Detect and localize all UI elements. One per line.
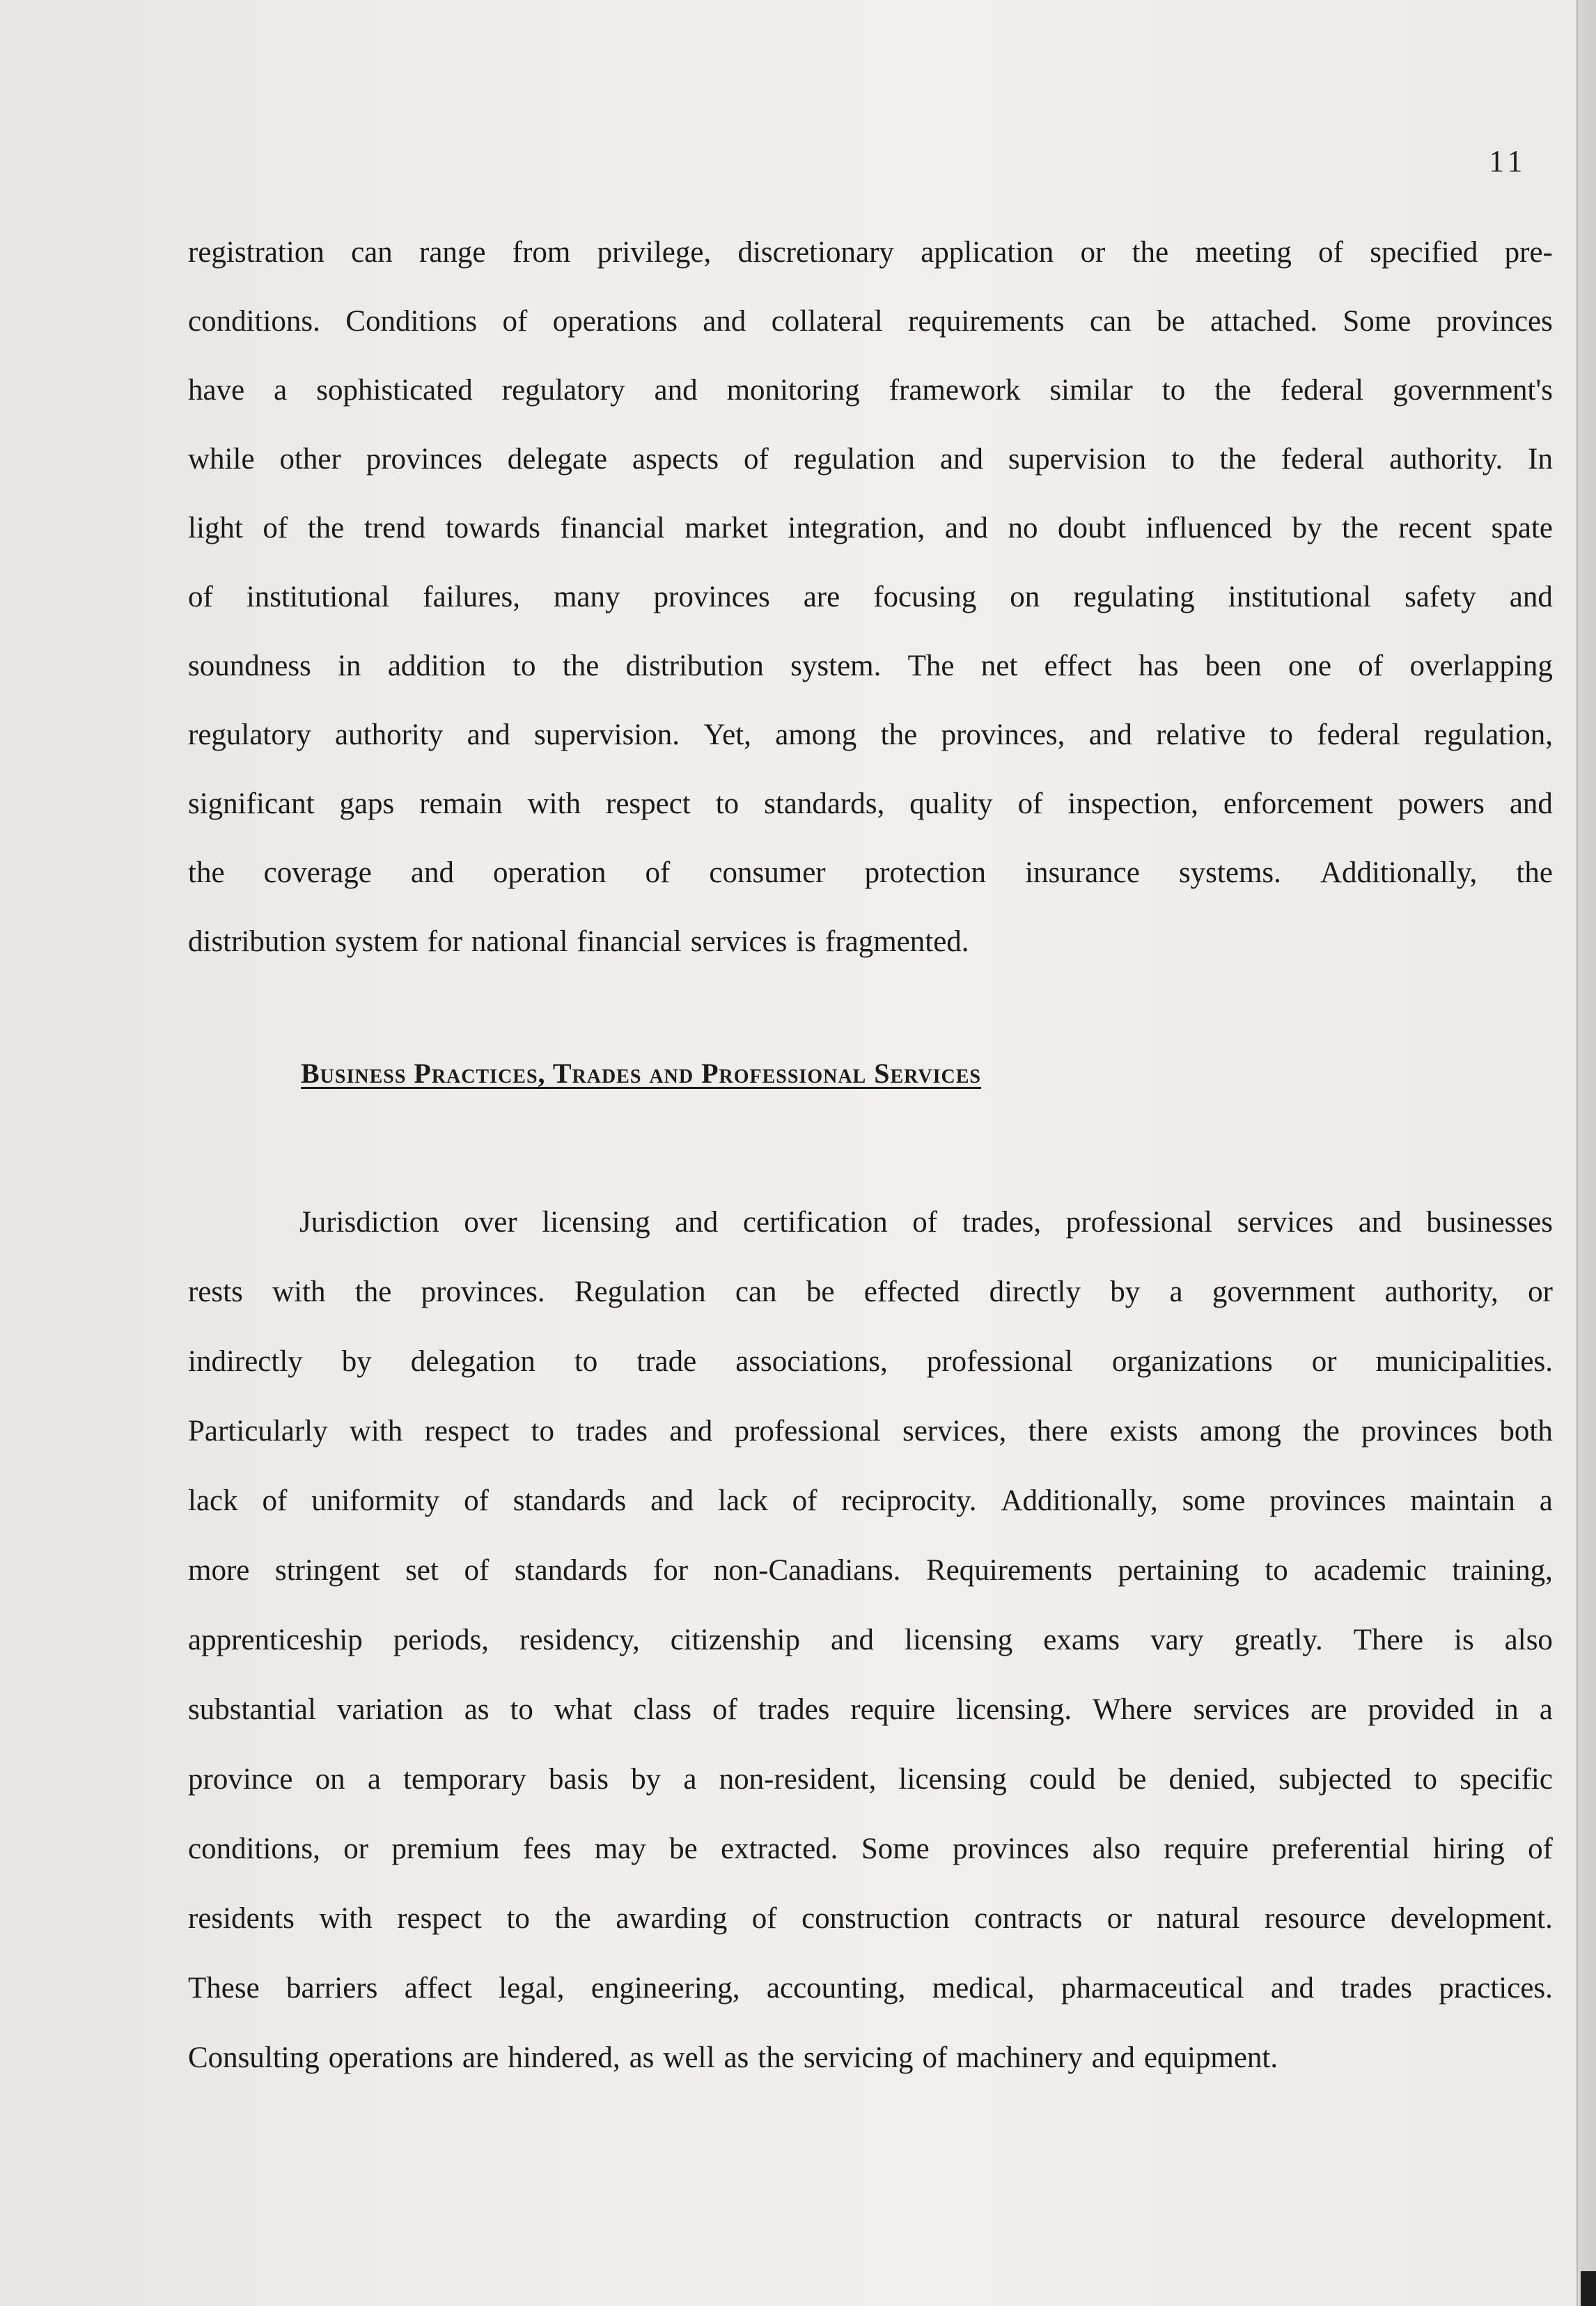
text-line: lack of uniformity of standards and lack of reciprocity. Additionally, some provinces maintain a: [188, 1484, 1553, 1517]
text-line: have a sophisticated regulatory and monitoring framework similar to the federal government's: [188, 374, 1553, 407]
text-line: light of the trend towards financial market integration, and no doubt influenced by the recent spate: [188, 512, 1553, 544]
text-line: Consulting operations are hindered, as well as the servicing of machinery and equipment.: [188, 2041, 1278, 2074]
text-line: distribution system for national financial services is fragmented.: [188, 925, 969, 958]
text-line: province on a temporary basis by a non-resident, licensing could be denied, subjected to specific: [188, 1763, 1553, 1796]
text-line: Particularly with respect to trades and professional services, there exists among the provinces both: [188, 1415, 1553, 1448]
text-line: of institutional failures, many provinces are focusing on regulating institutional safety and: [188, 581, 1553, 613]
section-heading: Business Practices, Trades and Professional Services: [301, 1058, 981, 1089]
text-line: regulatory authority and supervision. Yet, among the provinces, and relative to federal regulation,: [188, 719, 1553, 751]
page-edge: [1577, 0, 1596, 2306]
text-line: the coverage and operation of consumer protection insurance systems. Additionally, the: [188, 856, 1553, 889]
text-line: These barriers affect legal, engineering, accounting, medical, pharmaceutical and trades practices.: [188, 1972, 1553, 2005]
scan-corner-mark: [1581, 2271, 1596, 2306]
page-number: 11: [1489, 144, 1527, 178]
text-line: more stringent set of standards for non-Canadians. Requirements pertaining to academic training,: [188, 1554, 1553, 1587]
text-line: registration can range from privilege, discretionary application or the meeting of specified pre-: [188, 236, 1553, 269]
text-line: conditions. Conditions of operations and collateral requirements can be attached. Some provinces: [188, 305, 1553, 338]
text-line: soundness in addition to the distribution system. The net effect has been one of overlapping: [188, 650, 1553, 682]
text-line: rests with the provinces. Regulation can be effected directly by a government authority, or: [188, 1276, 1553, 1308]
text-line: significant gaps remain with respect to standards, quality of inspection, enforcement powers and: [188, 787, 1553, 820]
text-line: indirectly by delegation to trade associations, professional organizations or municipalities.: [188, 1345, 1553, 1378]
text-line: residents with respect to the awarding of construction contracts or natural resource development.: [188, 1902, 1553, 1935]
text-line: substantial variation as to what class of trades require licensing. Where services are provided in a: [188, 1693, 1553, 1726]
text-line: Jurisdiction over licensing and certification of trades, professional services and businesses: [299, 1206, 1553, 1239]
text-line: while other provinces delegate aspects of regulation and supervision to the federal authority. In: [188, 443, 1553, 476]
text-line: conditions, or premium fees may be extracted. Some provinces also require preferential hiring of: [188, 1833, 1553, 1865]
text-line: apprenticeship periods, residency, citizenship and licensing exams vary greatly. There is also: [188, 1624, 1553, 1656]
